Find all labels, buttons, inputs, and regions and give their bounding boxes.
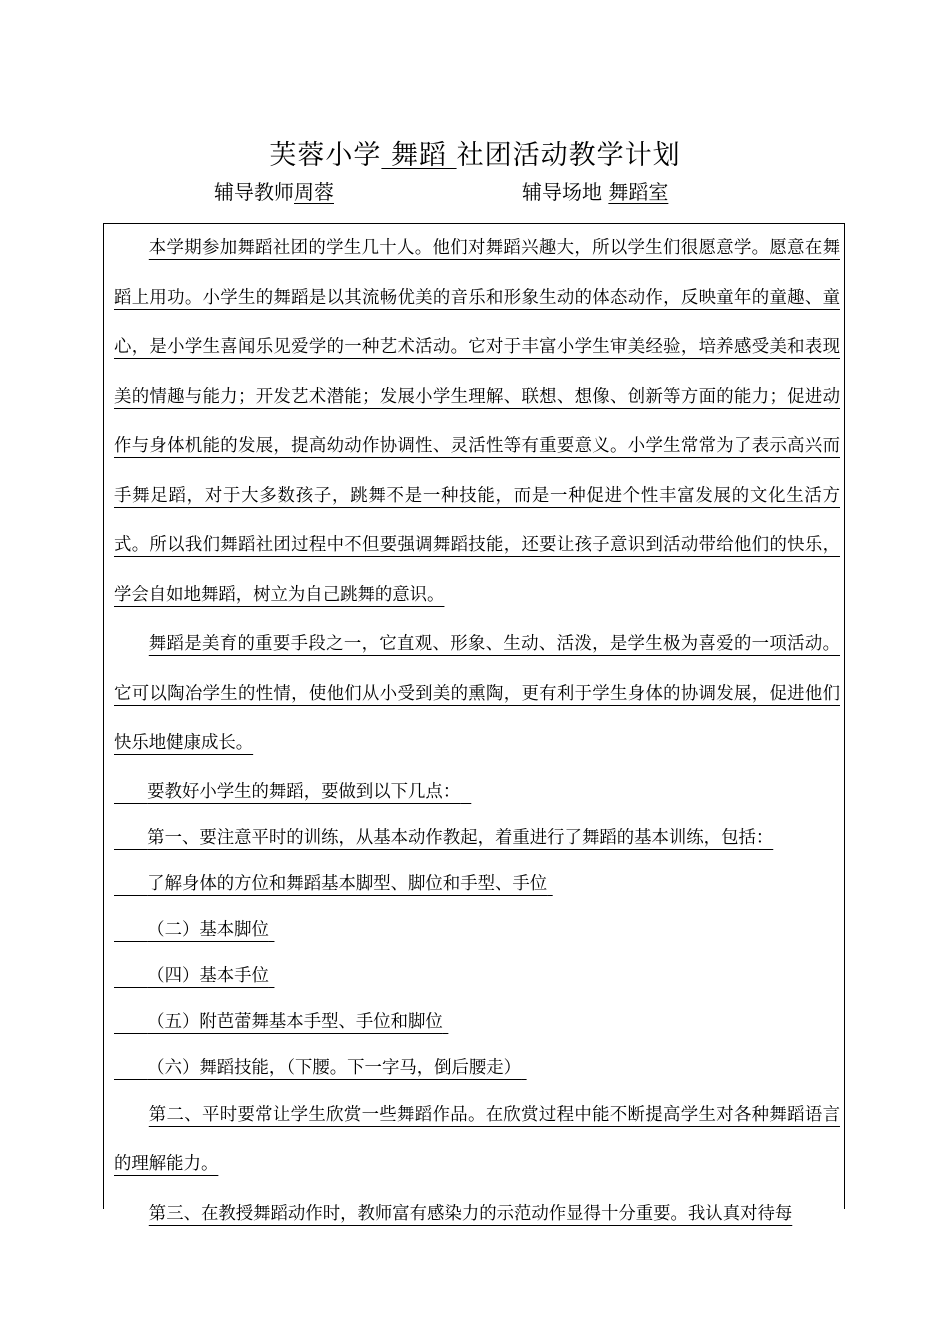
line-dance-skills: （六）舞蹈技能，（下腰。下一字马，倒后腰走）: [147, 1057, 522, 1078]
paragraph-point-three: 第三、在教授舞蹈动作时，教师富有感染力的示范动作显得十分重要。我认真对待每: [148, 1203, 793, 1224]
line-basic-hand: （四）基本手位: [147, 965, 269, 986]
line-body-positions: 了解身体的方位和舞蹈基本脚型、脚位和手型、手位: [147, 873, 548, 894]
venue-label: 辅导场地: [522, 180, 602, 204]
teacher-value: 周蓉: [294, 180, 334, 204]
plan-content-box: [103, 223, 845, 1224]
plan-content: [114, 224, 840, 1239]
title-suffix: 社团活动教学计划: [456, 140, 681, 171]
line-point-one: 第一、要注意平时的训练，从基本动作教起，着重进行了舞蹈的基本训练，包括：: [147, 827, 774, 848]
paragraph-point-two: 第二、平时要常让学生欣赏一些舞蹈作品。在欣赏过程中能不断提高学生对各种舞蹈语言的理解能力。: [114, 1104, 840, 1174]
title-prefix: 芙蓉小学: [269, 140, 382, 171]
teacher-row: [214, 176, 364, 205]
teacher-label: 辅导教师: [214, 180, 294, 204]
line-key-points: 要教好小学生的舞蹈，要做到以下几点：: [147, 781, 461, 802]
venue-value: 舞蹈室: [608, 180, 669, 204]
title-club-name: 舞蹈: [381, 140, 457, 171]
venue-row: [522, 176, 676, 205]
paragraph-intro: 本学期参加舞蹈社团的学生几十人。他们对舞蹈兴趣大，所以学生们很愿意学。愿意在舞蹈上用功。小学生的舞蹈是以其流畅优美的音乐和形象生动的体态动作，反映童年的童趣、童心，是小学生喜闻乐见爱学的一种艺术活动。它对于丰富小学生审美经验，培养感受美和表现美的情趣与能力；开发艺术潜能；发展小学生理解、联想、想像、创新等方面的能力；促进动作与身体机能的发展，提高幼动作协调性、灵活性等有重要意义。小学生常常为了表示高兴而手舞足蹈，对于大多数孩子，跳舞不是一种技能，而是一种促进个性丰富发展的文化生活方式。所以我们舞蹈社团过程中不但要强调舞蹈技能，还要让孩子意识到活动带给他们的快乐，学会自如地舞蹈，树立为自己跳舞的意识。: [114, 238, 840, 605]
line-ballet-positions: （五）附芭蕾舞基本手型、手位和脚位: [147, 1011, 443, 1032]
line-basic-foot: （二）基本脚位: [147, 919, 269, 940]
paragraph-dance-value: 舞蹈是美育的重要手段之一，它直观、形象、生动、活泼，是学生极为喜爱的一项活动。它可以陶冶学生的性情，使他们从小受到美的熏陶，更有利于学生身体的协调发展，促进他们快乐地健康成长。: [114, 634, 840, 753]
document-title: [0, 133, 950, 172]
